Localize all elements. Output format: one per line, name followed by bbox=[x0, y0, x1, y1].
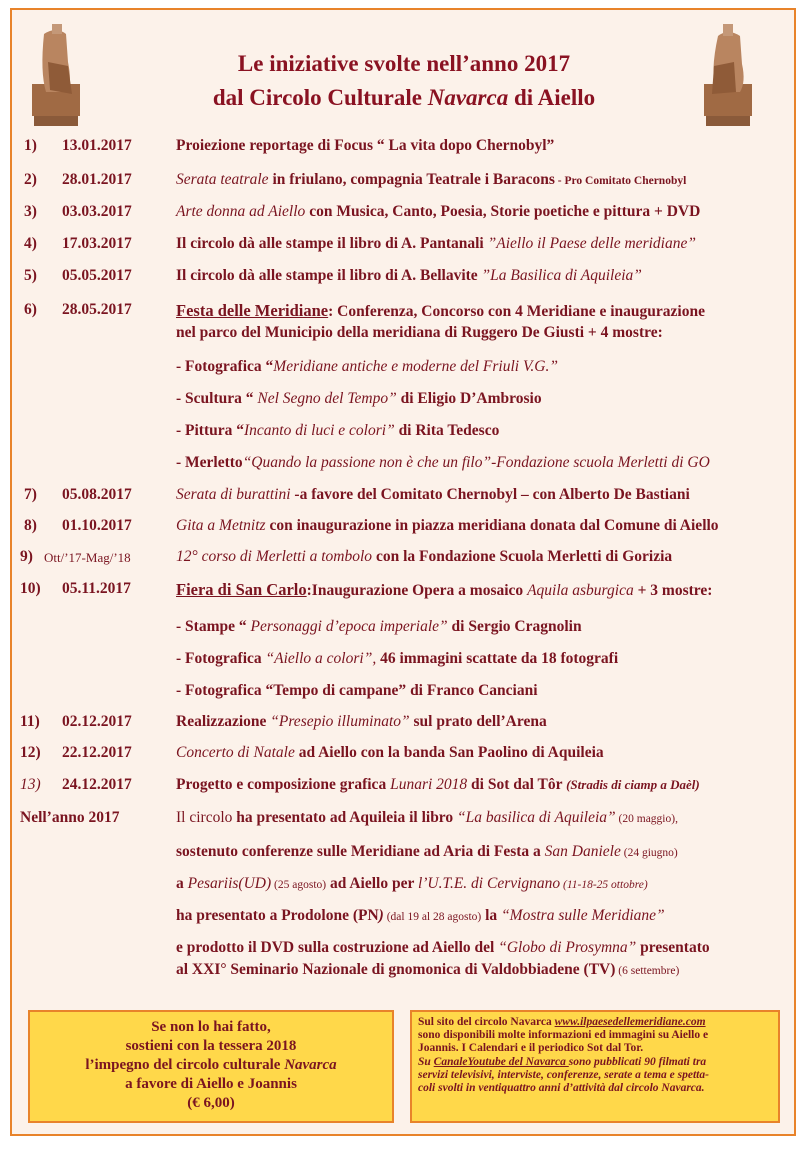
event-row: 10) 05.11.2017 Fiera di San Carlo:Inaugurazione Opera a mosaico Aquila asburgica + 3 mostre: bbox=[20, 580, 713, 599]
year-summary-line: ha presentato a Prodolone (PN) (dal 19 al 28 agosto) la “Mostra sulle Meridiane” bbox=[176, 907, 665, 924]
exhibition-item: - Stampe “ Personaggi d’epoca imperiale” di Sergio Cragnolin bbox=[176, 618, 582, 635]
event-row: 2) 28.01.2017 Serata teatrale in friulano, compagnia Teatrale i Baracons - Pro Comitato Chernobyl bbox=[24, 171, 687, 188]
year-summary-line: al XXI° Seminario Nazionale di gnomonica di Valdobbiadene (TV) (6 settembre) bbox=[176, 961, 680, 978]
year-summary-line: sostenuto conferenze sulle Meridiane ad Aria di Festa a San Daniele (24 giugno) bbox=[176, 843, 678, 860]
page-title-line1: Le iniziative svolte nell’anno 2017 bbox=[237, 51, 571, 76]
event-row: 13) 24.12.2017 Progetto e composizione grafica Lunari 2018 di Sot dal Tôr (Stradis di ciamp a Daèl) bbox=[20, 776, 700, 793]
website-link[interactable]: www.ilpaesedellemeridiane.com bbox=[554, 1016, 706, 1028]
exhibition-item: - Fotografica “Aiello a colori”, 46 immagini scattate da 18 fotografi bbox=[176, 650, 619, 667]
event-row: 7) 05.08.2017 Serata di burattini -a favore del Comitato Chernobyl – con Alberto De Bastiani bbox=[24, 486, 690, 503]
event-row: 8) 01.10.2017 Gita a Metnitz con inaugurazione in piazza meridiana donata dal Comune di Aiello bbox=[24, 517, 719, 534]
year-summary-line: e prodotto il DVD sulla costruzione ad Aiello del “Globo di Prosymna” presentato bbox=[176, 939, 710, 956]
exhibition-item: - Pittura “Incanto di luci e colori” di Rita Tedesco bbox=[176, 422, 500, 439]
event-row: 5) 05.05.2017 Il circolo dà alle stampe il libro di A. Bellavite ”La Basilica di Aquileia” bbox=[24, 267, 642, 284]
event-row: 1) 13.01.2017 Proiezione reportage di Focus “ La vita dopo Chernobyl” bbox=[24, 137, 555, 154]
youtube-link[interactable]: CanaleYoutube del Navarca bbox=[433, 1055, 569, 1068]
event-row-continuation: nel parco del Municipio della meridiana di Ruggero De Giusti + 4 mostre: bbox=[176, 324, 663, 341]
year-summary: Nell’anno 2017 Il circolo ha presentato ad Aquileia il libro “La basilica di Aquileia” (20 maggio), bbox=[20, 809, 678, 826]
event-row: 9) Ott/’17-Mag/’18 12° corso di Merletti a tombolo con la Fondazione Scuola Merletti di Gorizia bbox=[20, 548, 673, 565]
event-row: 12) 22.12.2017 Concerto di Natale ad Aiello con la banda San Paolino di Aquileia bbox=[20, 744, 604, 761]
event-row: 6) 28.05.2017 Festa delle Meridiane: Conferenza, Concorso con 4 Meridiane e inaugurazione bbox=[24, 301, 705, 320]
event-row: 11) 02.12.2017 Realizzazione “Presepio illuminato” sul prato dell’Arena bbox=[20, 713, 547, 730]
exhibition-item: - Merletto“Quando la passione non è che un filo”-Fondazione scuola Merletti di GO bbox=[176, 454, 710, 471]
info-box: Sul sito del circolo Navarca www.ilpaesedellemeridiane.com sono disponibili molte informazioni ed immagini su Aiello e Joannis. I Calendari e il periodico Sot dal Tor. Su CanaleYoutube del Navarca sono pubblicati 90 filmati tra servizi televisivi, interviste, conferenze, serate a tema e spetta- coli svolti in ventiquattro anni d’attività dal circolo Navarca. bbox=[410, 1010, 780, 1123]
event-row: 4) 17.03.2017 Il circolo dà alle stampe il libro di A. Pantanali ”Aiello il Paese delle meridiane” bbox=[24, 235, 696, 252]
year-summary-line: a Pesariis(UD) (25 agosto) ad Aiello per l’U.T.E. di Cervignano (11-18-25 ottobre) bbox=[176, 875, 648, 892]
membership-box: Se non lo hai fatto, sostieni con la tessera 2018 l’impegno del circolo culturale Navarca a favore di Aiello e Joannis (€ 6,00) bbox=[28, 1010, 394, 1123]
event-row: 3) 03.03.2017 Arte donna ad Aiello con Musica, Canto, Poesia, Storie poetiche e pittura + DVD bbox=[24, 203, 701, 220]
exhibition-item: - Fotografica “Meridiane antiche e moderne del Friuli V.G.” bbox=[176, 358, 558, 375]
page-title-line2: dal Circolo Culturale Navarca di Aiello bbox=[212, 85, 596, 110]
exhibition-item: - Fotografica “Tempo di campane” di Franco Canciani bbox=[176, 682, 538, 699]
exhibition-item: - Scultura “ Nel Segno del Tempo” di Eligio D’Ambrosio bbox=[176, 390, 542, 407]
